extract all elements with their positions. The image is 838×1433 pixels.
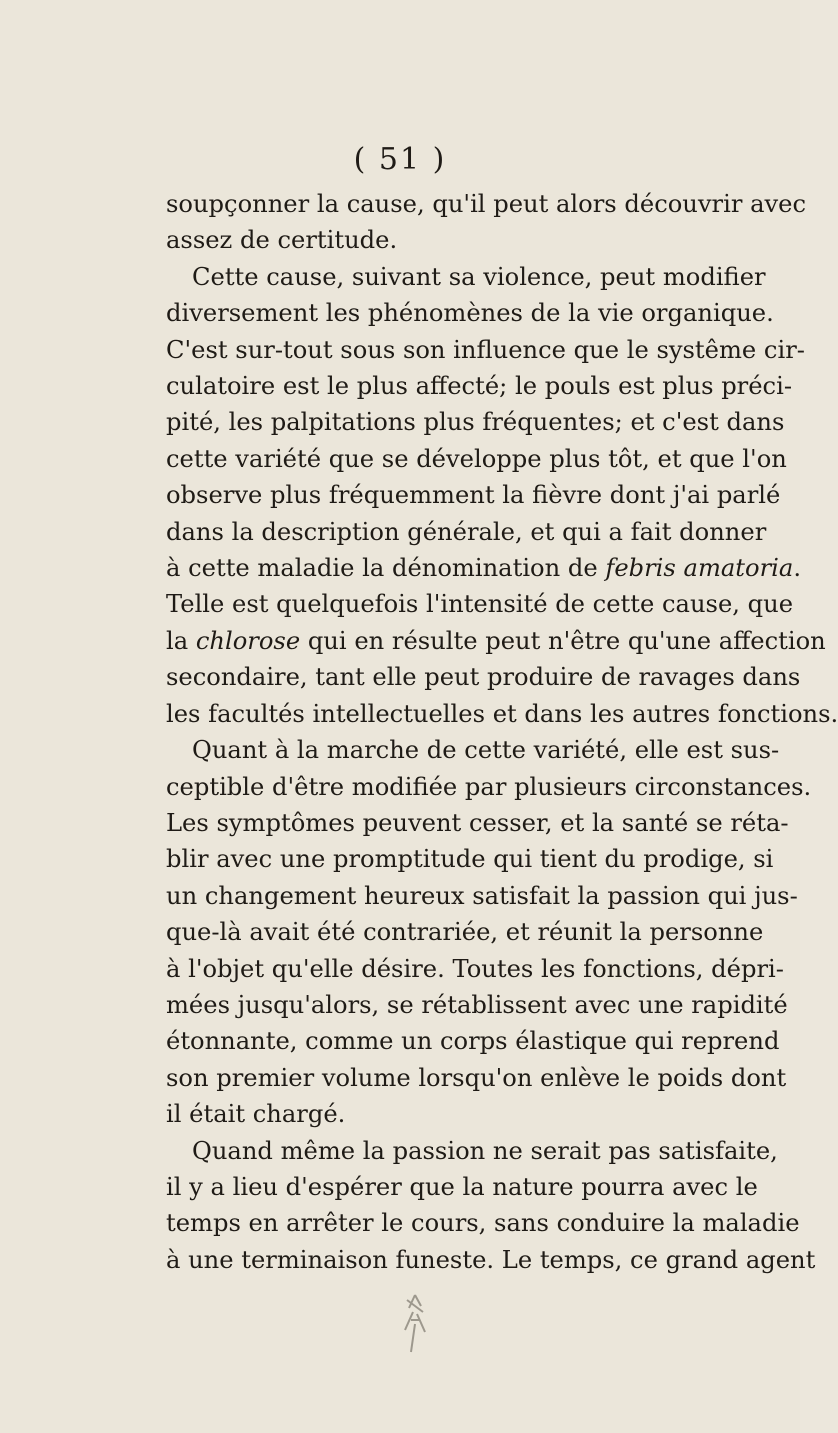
line-text: cette variété que se développe plus tôt, et que l'on bbox=[166, 444, 787, 473]
line-text: les facultés intellectuelles et dans les autres fonctions. bbox=[166, 699, 838, 728]
line-text: blir avec une promptitude qui tient du prodige, si bbox=[166, 845, 774, 874]
text-line bbox=[166, 659, 801, 695]
line-text: Quant à la marche de cette variété, elle est sus- bbox=[192, 736, 780, 765]
line-text: un changement heureux satisfait la passion qui jus- bbox=[166, 881, 798, 910]
line-text: diversement les phénomènes de la vie organique. bbox=[166, 299, 774, 328]
page-number: ( 51 ) bbox=[353, 142, 447, 177]
line-text: Cette cause, suivant sa violence, peut modifier bbox=[192, 262, 766, 291]
text-line bbox=[166, 550, 802, 586]
text-line bbox=[166, 514, 767, 550]
line-text: assez de certitude. bbox=[166, 226, 398, 255]
line-text: dans la description générale, et qui a fait donner bbox=[166, 517, 767, 546]
line-text: Telle est quelquefois l'intensité de cette cause, que bbox=[166, 590, 794, 619]
text-line bbox=[166, 951, 784, 987]
line-text: étonnante, comme un corps élastique qui reprend bbox=[166, 1027, 780, 1056]
line-text: C'est sur-tout sous son influence que le systême cir- bbox=[166, 335, 805, 364]
text-line bbox=[166, 477, 781, 513]
text-line bbox=[166, 586, 794, 622]
text-line bbox=[166, 368, 793, 404]
text-line bbox=[166, 1133, 778, 1169]
text-line bbox=[166, 1205, 800, 1241]
text-line bbox=[166, 987, 788, 1023]
text-line bbox=[166, 1242, 816, 1278]
line-text: culatoire est le plus affecté; le pouls est plus préci- bbox=[166, 372, 793, 401]
line-text: mées jusqu'alors, se rétablissent avec une rapidité bbox=[166, 990, 788, 1019]
printer-flourish-icon bbox=[385, 1290, 445, 1360]
text-line bbox=[166, 1060, 787, 1096]
text-line bbox=[166, 1096, 636, 1132]
line-text: à une terminaison funeste. Le temps, ce grand agent bbox=[166, 1245, 816, 1274]
text-line bbox=[166, 732, 780, 768]
line-text: son premier volume lorsqu'on enlève le poids dont bbox=[166, 1063, 787, 1092]
line-text: ceptible d'être modifiée par plusieurs circonstances. bbox=[166, 772, 812, 801]
text-line bbox=[166, 295, 774, 331]
text-line bbox=[166, 1023, 780, 1059]
text-line bbox=[166, 623, 826, 659]
text-line bbox=[166, 805, 789, 841]
line-text: que-là avait été contrariée, et réunit la personne bbox=[166, 918, 764, 947]
text-line bbox=[166, 841, 774, 877]
text-line bbox=[166, 696, 838, 732]
line-text: soupçonner la cause, qu'il peut alors découvrir avec bbox=[166, 190, 807, 218]
line-text-after: . bbox=[793, 554, 802, 583]
line-text: il y a lieu d'espérer que la nature pourra avec le bbox=[166, 1172, 758, 1201]
line-text: Les symptômes peuvent cesser, et la santé se réta- bbox=[166, 808, 789, 837]
text-line bbox=[166, 769, 812, 805]
text-line bbox=[166, 1169, 758, 1205]
line-text: temps en arrêter le cours, sans conduire la maladie bbox=[166, 1209, 800, 1238]
text-line bbox=[166, 441, 787, 477]
text-line bbox=[166, 404, 785, 440]
line-text: observe plus fréquemment la fièvre dont j'ai parlé bbox=[166, 481, 781, 510]
text-line bbox=[166, 259, 766, 295]
body-text bbox=[166, 186, 838, 1278]
line-text: Quand même la passion ne serait pas satisfaite, bbox=[192, 1136, 778, 1165]
text-line bbox=[166, 914, 764, 950]
text-line bbox=[166, 878, 798, 914]
text-line bbox=[166, 332, 805, 368]
line-text-after: qui en résulte peut n'être qu'une affection bbox=[300, 626, 826, 655]
italic-term: chlorose bbox=[195, 626, 301, 655]
line-text: la bbox=[166, 626, 196, 655]
italic-term: febris amatoria bbox=[605, 554, 794, 583]
text-line bbox=[166, 222, 636, 258]
line-text: pité, les palpitations plus fréquentes; et c'est dans bbox=[166, 408, 785, 437]
text-line bbox=[166, 186, 807, 222]
line-text: secondaire, tant elle peut produire de ravages dans bbox=[166, 663, 801, 692]
line-text: il était chargé. bbox=[166, 1100, 346, 1129]
line-text: à l'objet qu'elle désire. Toutes les fonctions, dépri- bbox=[166, 954, 784, 983]
line-text: à cette maladie la dénomination de bbox=[166, 554, 606, 583]
